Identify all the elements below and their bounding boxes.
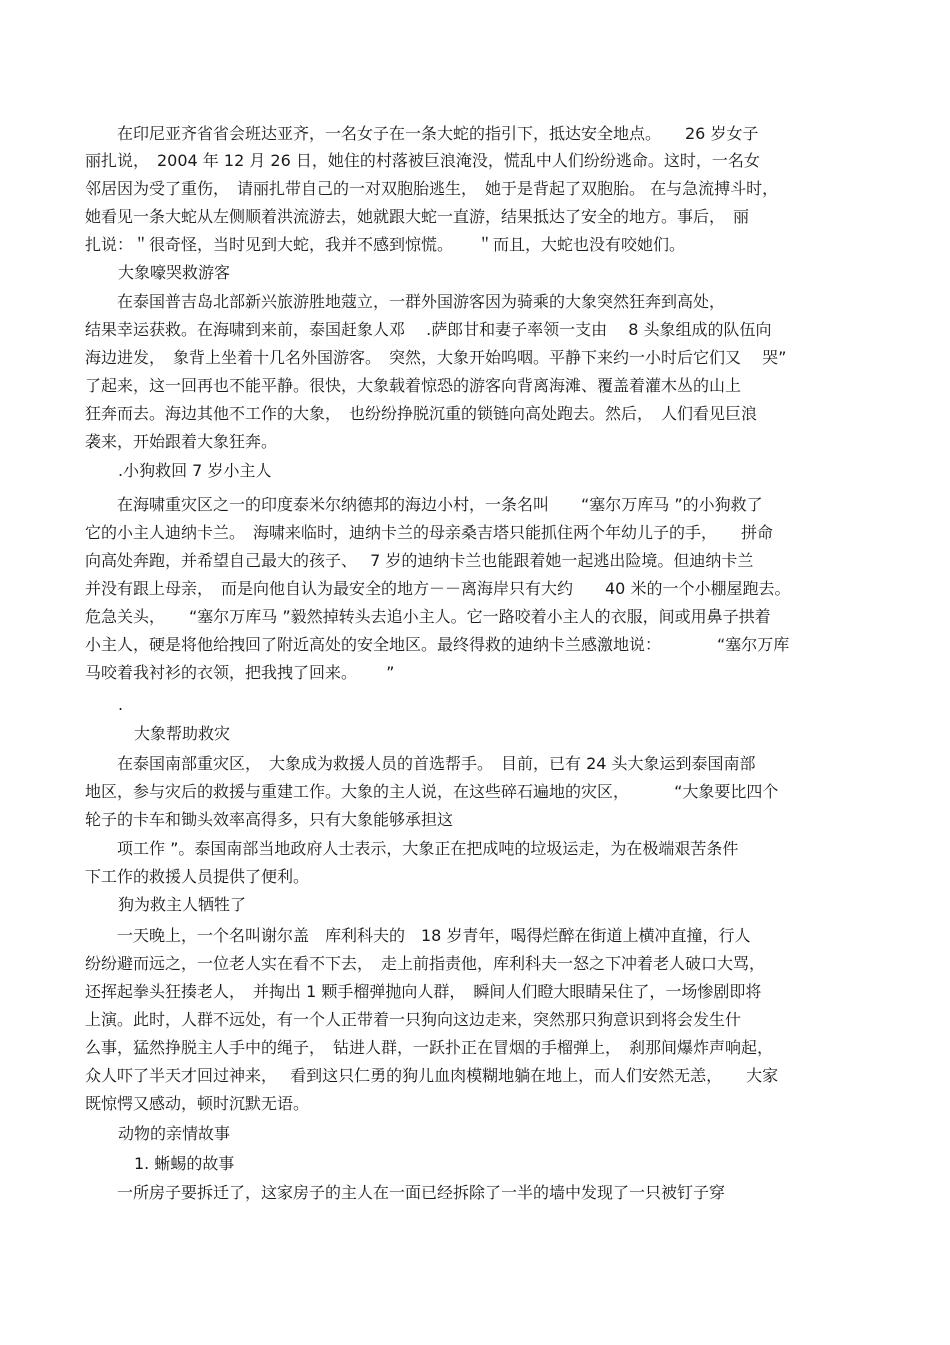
paragraph-line: 纷纷避而远之，一位老人实在看不下去， 走上前指责他，库利科夫一怒之下冲着老人破口大骂， (85, 954, 766, 973)
section-heading: 大象帮助救灾 (118, 724, 231, 743)
paragraph-line: 危急关头， “塞尔万库马 ”毅然掉转头去追小主人。它一路咬着小主人的衣服，间或用鼻子拱着 (85, 607, 771, 626)
paragraph-line: 地区，参与灾后的救援与重建工作。大象的主人说，在这些碎石遍地的灾区， “大象要比四个 (85, 782, 779, 801)
paragraph-line: 在泰国普吉岛北部新兴旅游胜地蔻立，一群外国游客因为骑乘的大象突然狂奔到高处， (85, 292, 726, 311)
paragraph-line: 既惊愕又感动，顿时沉默无语。 (85, 1094, 310, 1113)
paragraph-line: 海边进发， 象背上坐着十几名外国游客。 突然，大象开始呜咽。平静下来约一小时后它们又 哭” (85, 348, 787, 367)
paragraph-line: 它的小主人迪纳卡兰。 海啸来临时，迪纳卡兰的母亲桑吉塔只能抓住两个年幼儿子的手， 拼命 (85, 523, 774, 542)
paragraph-line: 了起来，这一回再也不能平静。很快，大象载着惊恐的游客向背离海滩、覆盖着灌木丛的山上 (85, 376, 742, 395)
paragraph-line: 在泰国南部重灾区， 大象成为救援人员的首选帮手。 目前，已有 24 头大象运到泰国南部 (85, 754, 756, 773)
subsection-heading: 1. 蜥蜴的故事 (118, 1154, 235, 1173)
stray-mark: . (118, 695, 124, 714)
paragraph-line: 下工作的救援人员提供了便利。 (85, 867, 310, 886)
paragraph-line: 众人吓了半天才回过神来， 看到这只仁勇的狗儿血肉模糊地躺在地上，而人们安然无恙， 大家 (85, 1066, 779, 1085)
paragraph-line: 在海啸重灾区之一的印度泰米尔纳德邦的海边小村，一条名叫 “塞尔万库马 ”的小狗救了 (85, 495, 763, 514)
paragraph-line: 并没有跟上母亲， 而是向他自认为最安全的地方－－离海岸只有大约 40 米的一个小棚屋跑去。 (85, 579, 791, 598)
paragraph-line: 么事，猛然挣脱主人手中的绳子， 钻进人群，一跃扑正在冒烟的手榴弹上， 刹那间爆炸声响起， (85, 1038, 774, 1057)
paragraph-line: 在印尼亚齐省省会班达亚齐，一名女子在一条大蛇的指引下，抵达安全地点。 26 岁女子 (85, 124, 759, 143)
paragraph-line: 项工作 ”。泰国南部当地政府人士表示，大象正在把成吨的垃圾运走，为在极端艰苦条件 (85, 839, 739, 858)
paragraph-line: 轮子的卡车和锄头效率高得多，只有大象能够承担这 (85, 810, 454, 829)
paragraph-line: 还挥起拳头狂揍老人， 并掏出 1 颗手榴弹抛向人群， 瞬间人们瞪大眼睛呆住了，一场惨剧即将 (85, 982, 762, 1001)
paragraph-line: 向高处奔跑，并希望自己最大的孩子、 7 岁的迪纳卡兰也能跟着她一起逃出险境。但迪纳卡兰 (85, 551, 754, 570)
paragraph-line: 袭来，开始跟着大象狂奔。 (85, 432, 278, 451)
paragraph-line: 狂奔而去。海边其他不工作的大象， 也纷纷挣脱沉重的锁链向高处跑去。然后， 人们看见巨浪 (85, 404, 758, 423)
section-heading: 狗为救主人牺牲了 (118, 895, 247, 914)
paragraph-line: 小主人，硬是将他给拽回了附近高处的安全地区。最终得救的迪纳卡兰感激地说： “塞尔万库 (85, 635, 790, 654)
paragraph-line: 一所房子要拆迁了，这家房子的主人在一面已经拆除了一半的墙中发现了一只被钉子穿 (85, 1183, 726, 1202)
paragraph-line: 扎说：＂很奇怪，当时见到大蛇，我并不感到惊慌。 ＂而且，大蛇也没有咬她们。 (85, 235, 686, 254)
paragraph-line: 邻居因为受了重伤， 请丽扎带自己的一对双胞胎逃生， 她于是背起了双胞胎。 在与急流搏斗时， (85, 179, 779, 198)
section-heading: 大象嚎哭救游客 (118, 263, 231, 282)
section-heading: .小狗救回 7 岁小主人 (118, 461, 272, 480)
paragraph-line: 结果幸运获救。在海啸到来前，泰国赶象人邓 .萨郎甘和妻子率领一支由 8 头象组成的队伍向 (85, 320, 772, 339)
paragraph-line: 上演。此时，人群不远处，有一个人正带着一只狗向这边走来，突然那只狗意识到将会发生什 (85, 1010, 742, 1029)
paragraph-line: 马咬着我衬衫的衣领，把我拽了回来。 ” (85, 663, 395, 682)
section-heading: 动物的亲情故事 (118, 1124, 231, 1143)
paragraph-line: 她看见一条大蛇从左侧顺着洪流游去，她就跟大蛇一直游，结果抵达了安全的地方。事后， 丽 (85, 207, 750, 226)
paragraph-line: 丽扎说， 2004 年 12 月 26 日，她住的村落被巨浪淹没，慌乱中人们纷纷逃命。这时，一名女 (85, 151, 760, 170)
paragraph-line: 一天晚上，一个名叫谢尔盖 库利科夫的 18 岁青年，喝得烂醉在街道上横冲直撞，行人 (85, 926, 751, 945)
